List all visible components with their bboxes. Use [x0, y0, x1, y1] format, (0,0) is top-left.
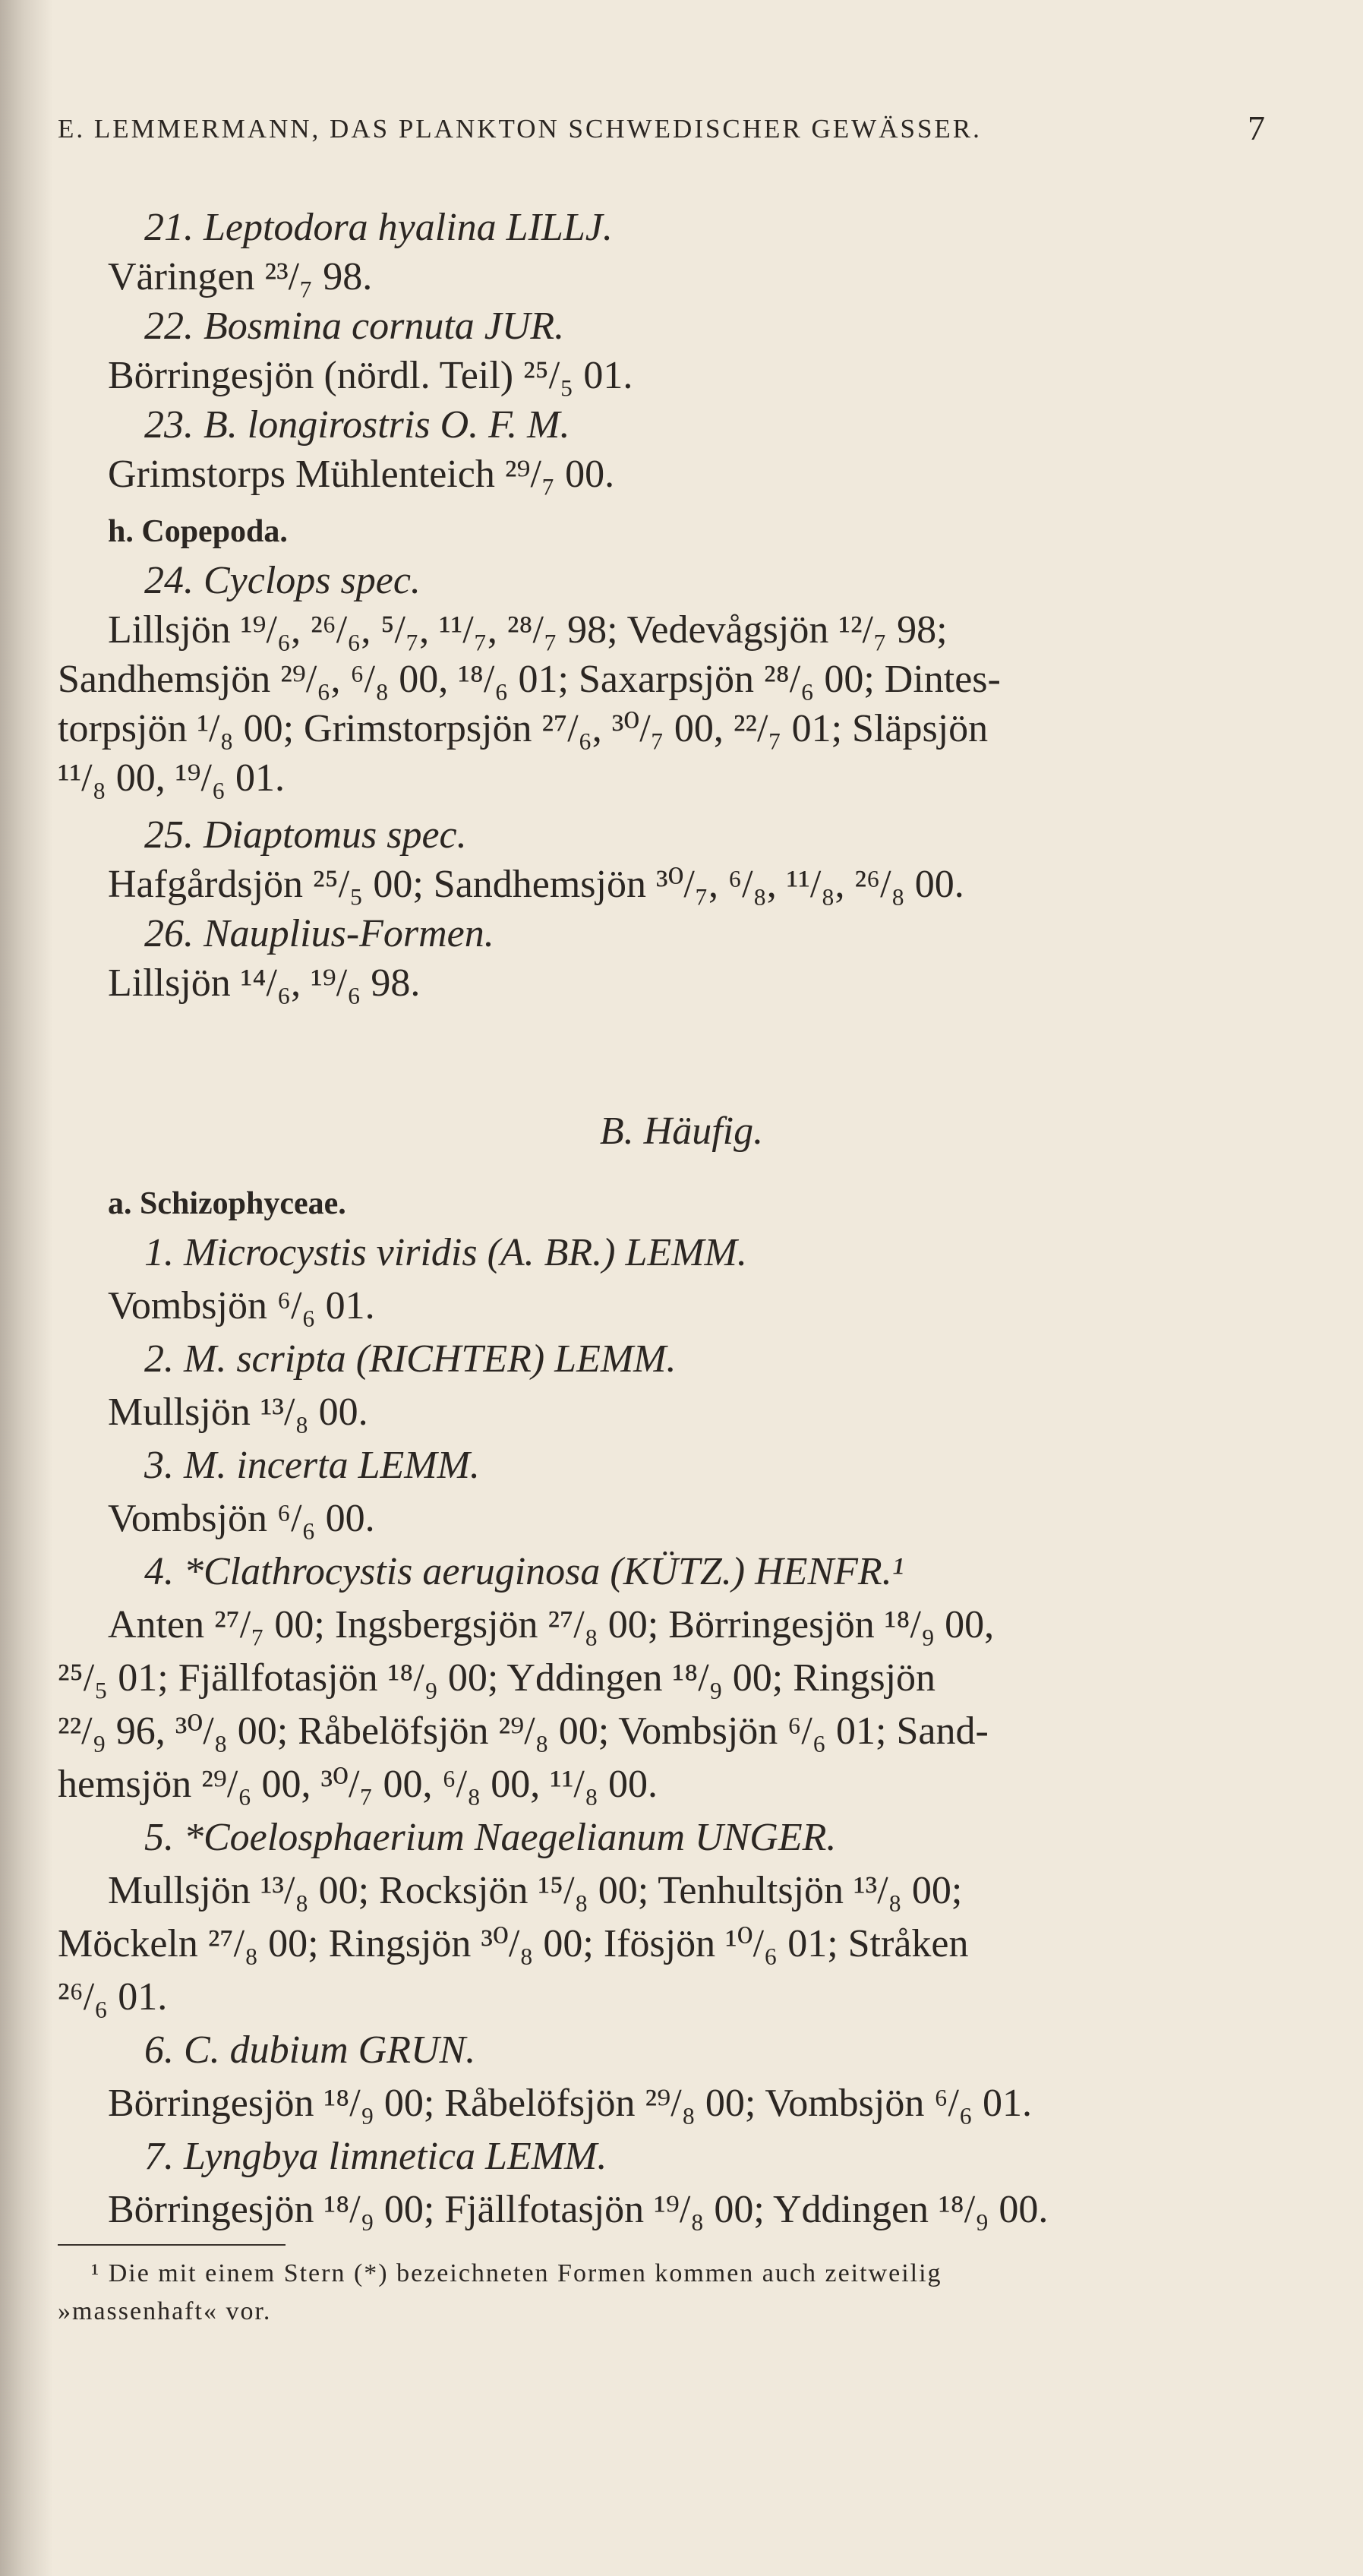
locality-line: Börringesjön (nördl. Teil) ²⁵/₅ 01. — [108, 354, 633, 397]
species-entry-26: 26. Nauplius-Formen. — [144, 912, 494, 955]
species-entry-23: 23. B. longirostris O. F. M. — [144, 403, 570, 447]
species-entry-21: 21. Leptodora hyalina LILLJ. — [144, 206, 613, 249]
species-entry-7: 7. Lyngbya limnetica LEMM. — [144, 2135, 607, 2178]
locality-line: Lillsjön ¹⁹/₆, ²⁶/₆, ⁵/₇, ¹¹/₇, ²⁸/₇ 98; Vedevågsjön ¹²/₇ 98; — [108, 608, 948, 652]
locality-line: Grimstorps Mühlenteich ²⁹/₇ 00. — [108, 453, 615, 496]
species-entry-6: 6. C. dubium GRUN. — [144, 2028, 476, 2072]
locality-line: Börringesjön ¹⁸/₉ 00; Råbelöfsjön ²⁹/₈ 00; Vombsjön ⁶/₆ 01. — [108, 2082, 1033, 2125]
locality-line: Hafgårdsjön ²⁵/₅ 00; Sandhemsjön ³⁰/₇, ⁶/₈, ¹¹/₈, ²⁶/₈ 00. — [108, 863, 964, 906]
locality-line: Sandhemsjön ²⁹/₆, ⁶/₈ 00, ¹⁸/₆ 01; Saxarpsjön ²⁸/₆ 00; Dintes- — [58, 658, 1001, 701]
locality-line: torpsjön ¹/₈ 00; Grimstorpsjön ²⁷/₆, ³⁰/₇ 00, ²²/₇ 01; Släpsjön — [58, 707, 989, 750]
footnote-rule — [58, 2244, 286, 2246]
running-title: E. LEMMERMANN, DAS PLANKTON SCHWEDISCHER GEWÄSSER. — [58, 114, 982, 144]
locality-line: ¹¹/₈ 00, ¹⁹/₆ 01. — [58, 756, 286, 800]
locality-line: Väringen ²³/₇ 98. — [108, 255, 373, 298]
running-header — [58, 109, 1265, 147]
species-entry-2: 2. M. scripta (RICHTER) LEMM. — [144, 1337, 677, 1381]
locality-line: Mullsjön ¹³/₈ 00; Rocksjön ¹⁵/₈ 00; Tenhultsjön ¹³/₈ 00; — [108, 1869, 963, 1912]
footnote-line: ¹ Die mit einem Stern (*) bezeichneten Formen kommen auch zeitweilig — [91, 2259, 942, 2287]
species-entry-24: 24. Cyclops spec. — [144, 559, 421, 602]
section-heading: B. Häufig. — [599, 1110, 764, 1153]
species-entry-22: 22. Bosmina cornuta JUR. — [144, 305, 565, 348]
locality-line: ²⁶/₆ 01. — [58, 1975, 168, 2019]
species-entry-4: 4. *Clathrocystis aeruginosa (KÜTZ.) HENFR.¹ — [144, 1550, 904, 1593]
locality-line: Lillsjön ¹⁴/₆, ¹⁹/₆ 98. — [108, 961, 421, 1005]
group-heading-schizophyceae: a. Schizophyceae. — [108, 1186, 346, 1221]
species-entry-3: 3. M. incerta LEMM. — [144, 1444, 480, 1487]
locality-line: ²²/₉ 96, ³⁰/₈ 00; Råbelöfsjön ²⁹/₈ 00; Vombsjön ⁶/₆ 01; Sand- — [58, 1709, 989, 1753]
footnote-line: »massenhaft« vor. — [58, 2297, 272, 2325]
locality-line: hemsjön ²⁹/₆ 00, ³⁰/₇ 00, ⁶/₈ 00, ¹¹/₈ 00. — [58, 1763, 658, 1806]
group-heading-copepoda: h. Copepoda. — [108, 514, 288, 549]
species-entry-5: 5. *Coelosphaerium Naegelianum UNGER. — [144, 1816, 837, 1859]
locality-line: Vombsjön ⁶/₆ 01. — [108, 1284, 375, 1327]
species-entry-1: 1. Microcystis viridis (A. BR.) LEMM. — [144, 1231, 747, 1274]
locality-line: Börringesjön ¹⁸/₉ 00; Fjällfotasjön ¹⁹/₈ 00; Yddingen ¹⁸/₉ 00. — [108, 2188, 1049, 2231]
locality-line: ²⁵/₅ 01; Fjällfotasjön ¹⁸/₉ 00; Yddingen ¹⁸/₉ 00; Ringsjön — [58, 1656, 936, 1700]
locality-line: Vombsjön ⁶/₆ 00. — [108, 1497, 375, 1540]
species-entry-25: 25. Diaptomus spec. — [144, 813, 467, 857]
locality-line: Mullsjön ¹³/₈ 00. — [108, 1391, 368, 1434]
page-number: 7 — [1248, 109, 1265, 147]
locality-line: Anten ²⁷/₇ 00; Ingsbergsjön ²⁷/₈ 00; Börringesjön ¹⁸/₉ 00, — [108, 1603, 995, 1646]
locality-line: Möckeln ²⁷/₈ 00; Ringsjön ³⁰/₈ 00; Ifösjön ¹⁰/₆ 01; Stråken — [58, 1922, 969, 1965]
